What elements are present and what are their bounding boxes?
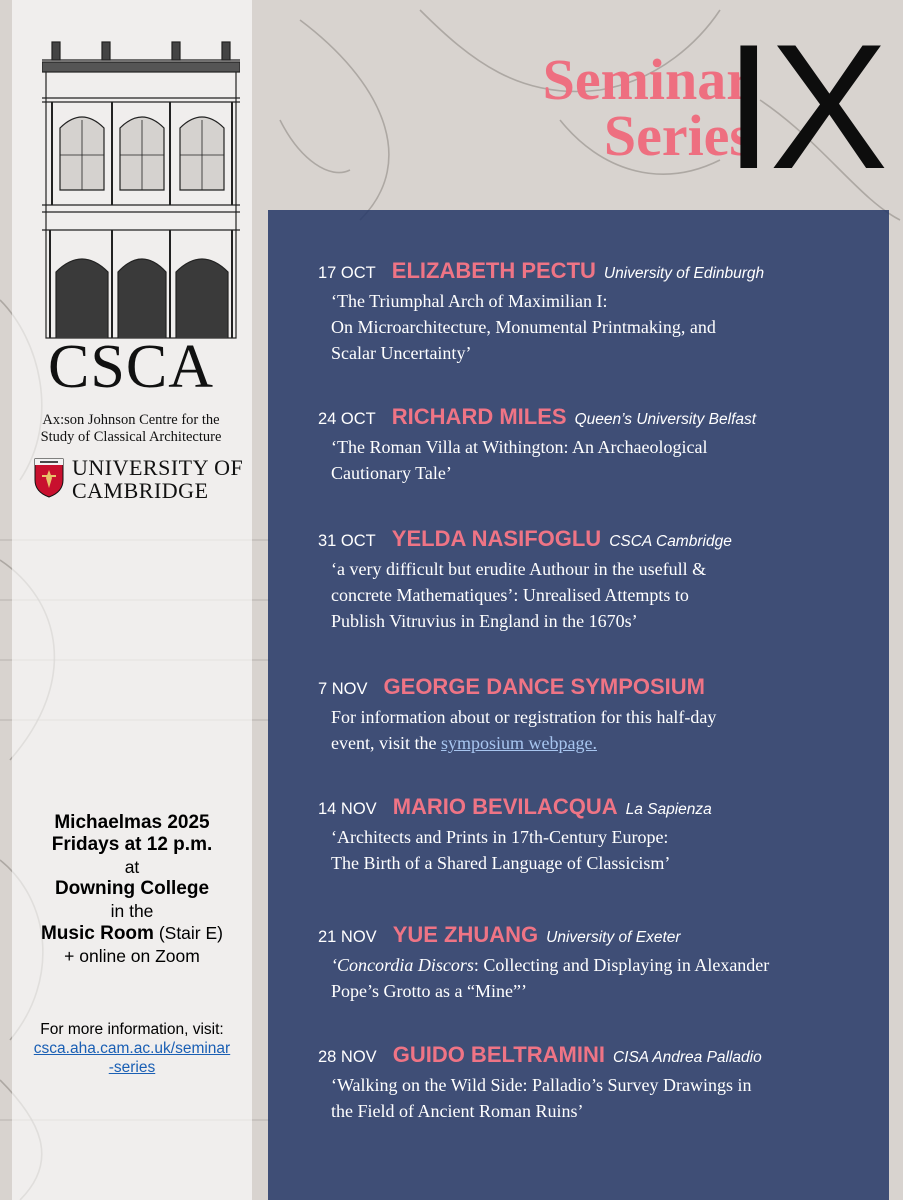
event-date: 21 NOV xyxy=(318,928,377,946)
event-title xyxy=(318,952,888,1004)
symposium-webpage-link[interactable]: symposium webpage. xyxy=(440,733,597,753)
event-speaker: GUIDO BELTRAMINI xyxy=(392,1042,605,1067)
time-label: Fridays at 12 p.m. xyxy=(51,834,213,855)
event-item xyxy=(318,258,888,366)
event-institution: CISA Andrea Palladio xyxy=(612,1049,762,1066)
event-title-text: : Collecting and Displaying in Alexander xyxy=(473,955,770,975)
event-title xyxy=(318,434,888,486)
stair-label: (Stair E) xyxy=(158,923,223,943)
event-title xyxy=(318,288,888,366)
event-title-line xyxy=(331,952,888,978)
event-title-line: Scalar Uncertainty’ xyxy=(331,343,472,363)
in-the-label: in the xyxy=(110,901,154,921)
seminar-url-line-2[interactable]: -series xyxy=(108,1059,156,1076)
series-numeral: IX xyxy=(724,7,885,206)
event-item xyxy=(318,1042,888,1124)
event-item xyxy=(318,922,888,1004)
room-line xyxy=(12,922,252,945)
online-label: + online on Zoom xyxy=(64,946,200,966)
event-title-line: the Field of Ancient Roman Ruins’ xyxy=(331,1101,584,1121)
venue-info xyxy=(12,812,252,967)
university-name xyxy=(72,456,243,502)
title-line-2: Series xyxy=(603,103,752,168)
event-title-line: The Birth of a Shared Language of Classicism’ xyxy=(331,853,671,873)
event-institution: University of Edinburgh xyxy=(603,265,765,282)
event-institution: Queen’s University Belfast xyxy=(574,411,757,428)
csca-logo-text: CSCA xyxy=(48,333,214,401)
event-title-line: Publish Vitruvius in England in the 1670s’ xyxy=(331,611,638,631)
event-item xyxy=(318,404,888,486)
more-info-label: For more information, visit: xyxy=(40,1021,224,1038)
palazzo-facade-icon xyxy=(42,40,240,340)
event-title xyxy=(318,824,888,876)
term-label: Michaelmas 2025 xyxy=(54,812,210,833)
event-date: 17 OCT xyxy=(318,264,376,282)
event-institution: University of Exeter xyxy=(546,929,681,946)
event-title-line: ‘Architects and Prints in 17th-Century Europe: xyxy=(331,827,669,847)
event-item xyxy=(318,526,888,634)
event-description-line: For information about or registration for this half-day xyxy=(331,707,717,727)
event-date: 24 OCT xyxy=(318,410,376,428)
event-title-line: ‘The Triumphal Arch of Maximilian I: xyxy=(331,291,608,311)
university-line-1: UNIVERSITY OF xyxy=(72,455,244,480)
event-title xyxy=(318,556,888,634)
event-institution: La Sapienza xyxy=(625,801,712,818)
event-title-line: ‘The Roman Villa at Withington: An Archaeological xyxy=(331,437,708,457)
college-label: Downing College xyxy=(54,878,210,899)
event-date: 31 OCT xyxy=(318,532,376,550)
event-institution: CSCA Cambridge xyxy=(609,533,732,550)
event-date: 7 NOV xyxy=(318,680,368,698)
title-line-1: Seminar xyxy=(542,47,752,112)
centre-name xyxy=(0,412,262,446)
event-date: 14 NOV xyxy=(318,800,377,818)
event-title-line: concrete Mathematiques’: Unrealised Attempts to xyxy=(331,585,689,605)
more-info xyxy=(12,1020,252,1077)
event-title xyxy=(318,1072,888,1124)
event-date: 28 NOV xyxy=(318,1048,377,1066)
university-logo xyxy=(34,456,244,502)
event-title-line: On Microarchitecture, Monumental Printmaking, and xyxy=(331,317,716,337)
event-speaker: YELDA NASIFOGLU xyxy=(391,526,602,551)
event-speaker: MARIO BEVILACQUA xyxy=(392,794,618,819)
series-title xyxy=(452,47,752,168)
centre-name-text: Ax:son Johnson Centre for the Study of Classical Architecture xyxy=(40,412,222,445)
room-label: Music Room xyxy=(40,923,154,944)
cambridge-shield-icon xyxy=(34,458,64,498)
event-item xyxy=(318,674,888,756)
event-item xyxy=(318,794,888,876)
event-title-line: Cautionary Tale’ xyxy=(331,463,452,483)
event-description-text: event, visit the xyxy=(331,733,441,753)
event-speaker: YUE ZHUANG xyxy=(392,922,539,947)
seminar-url-link[interactable] xyxy=(12,1039,252,1077)
event-title-line: Pope’s Grotto as a “Mine”’ xyxy=(331,981,527,1001)
university-line-2: CAMBRIDGE xyxy=(72,478,209,503)
event-speaker: RICHARD MILES xyxy=(391,404,567,429)
event-description-line xyxy=(331,730,888,756)
event-title-line: ‘Walking on the Wild Side: Palladio’s Survey Drawings in xyxy=(331,1075,752,1095)
event-title-italic: ‘Concordia Discors xyxy=(331,955,474,975)
seminar-url-line-1[interactable]: csca.aha.cam.ac.uk/seminar xyxy=(33,1040,231,1057)
event-speaker: GEORGE DANCE SYMPOSIUM xyxy=(383,674,706,699)
event-description xyxy=(318,704,888,756)
event-speaker: ELIZABETH PECTU xyxy=(391,258,596,283)
event-title-line: ‘a very difficult but erudite Authour in the usefull & xyxy=(331,559,707,579)
at-label: at xyxy=(124,857,140,877)
